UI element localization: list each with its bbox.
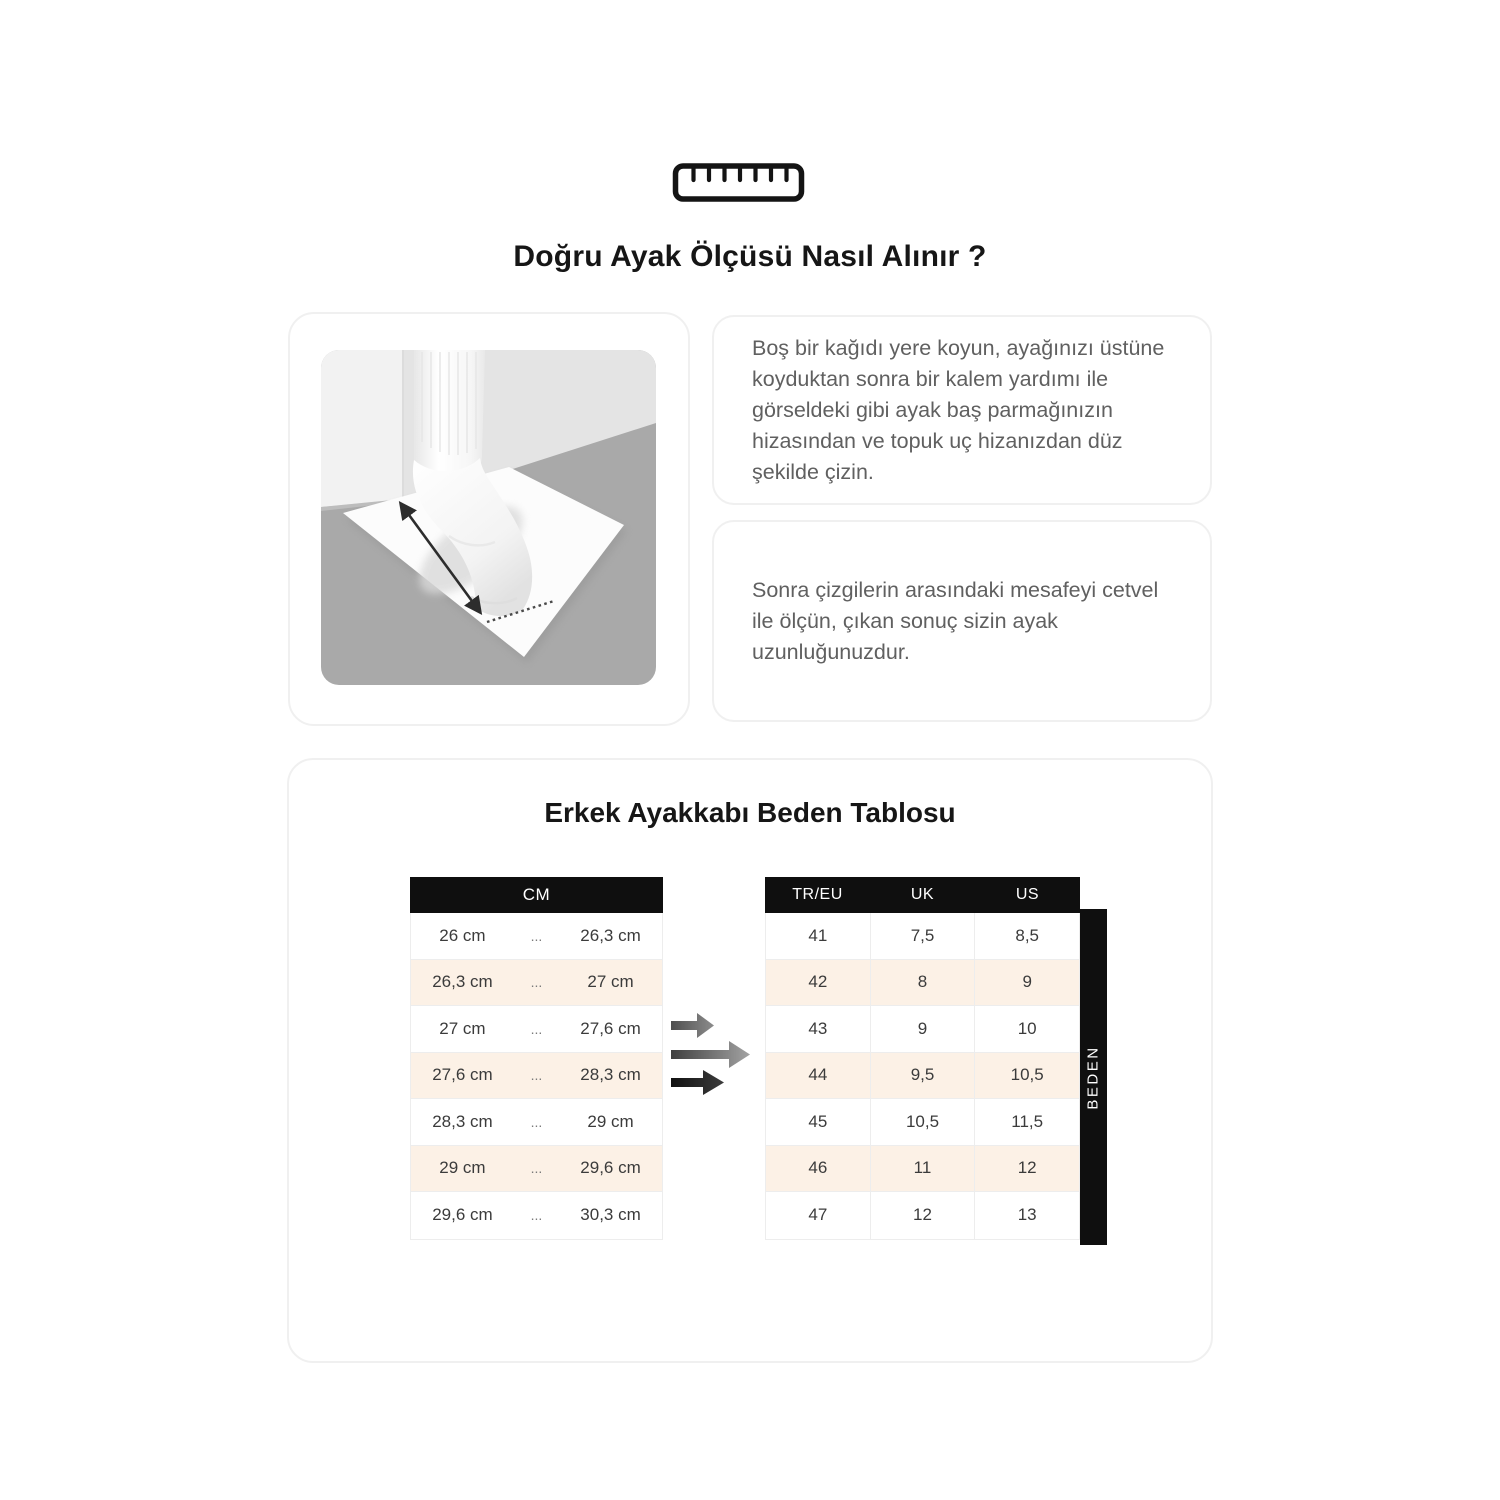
col-header-tr-eu: TR/EU — [792, 886, 843, 903]
size-cell: 7,5 — [870, 913, 975, 959]
size-cell: 8 — [870, 960, 975, 1006]
beden-label-text: BEDEN — [1085, 1044, 1102, 1110]
size-cell: 10 — [974, 1006, 1079, 1052]
cm-max: 27,6 cm — [580, 1018, 641, 1038]
size-table-title: Erkek Ayakkabı Beden Tablosu — [544, 797, 956, 828]
col-header-us: US — [1015, 886, 1040, 903]
instruction-step-1: Boş bir kağıdı yere koyun, ayağınızı üstüne koyduktan sonra bir kalem yardımı ile görseldeki gibi ayak baş parmağınızın hizasından ve topuk uç hizanızdan düz şekilde çizin. — [752, 335, 1165, 484]
cm-min: 29,6 cm — [432, 1205, 493, 1225]
cm-min: 29 cm — [439, 1158, 486, 1178]
range-dots: ... — [530, 927, 543, 944]
instruction-step-2: Sonra çizgilerin arasındaki mesafeyi cetvel ile ölçün, çıkan sonuç sizin ayak uzunluğunuzdur. — [752, 577, 1159, 664]
table-row — [766, 913, 1079, 960]
size-cell: 41 — [808, 925, 828, 945]
size-table-body — [765, 913, 1080, 1240]
cm-table — [410, 877, 663, 1240]
table-row — [766, 1053, 1079, 1100]
size-cell: 9 — [974, 960, 1079, 1006]
size-cell: 43 — [808, 1018, 828, 1038]
range-dots: ... — [530, 1113, 543, 1130]
table-row — [766, 1099, 1079, 1146]
instruction-card-2 — [712, 520, 1212, 722]
cm-max: 26,3 cm — [580, 925, 641, 945]
size-table-card — [287, 758, 1213, 1363]
size-table-header-row — [765, 877, 1080, 913]
cm-min: 26 cm — [439, 925, 486, 945]
table-row — [766, 1146, 1079, 1193]
table-row — [411, 1192, 662, 1239]
size-cell: 44 — [808, 1065, 828, 1085]
range-dots: ... — [530, 974, 543, 991]
page-title: Doğru Ayak Ölçüsü Nasıl Alınır ? — [513, 240, 987, 273]
size-conversion-table — [765, 877, 1080, 1240]
cm-min: 27 cm — [439, 1018, 486, 1038]
cm-min: 26,3 cm — [432, 972, 493, 992]
cm-min: 27,6 cm — [432, 1065, 493, 1085]
table-row — [411, 960, 662, 1007]
size-cell: 42 — [808, 972, 828, 992]
cm-max: 29 cm — [587, 1111, 634, 1131]
measurement-photo-card — [288, 312, 690, 726]
size-cell: 12 — [974, 1146, 1079, 1192]
table-row — [766, 960, 1079, 1007]
size-cell: 9 — [870, 1006, 975, 1052]
size-cell: 46 — [808, 1158, 828, 1178]
cm-max: 28,3 cm — [580, 1065, 641, 1085]
table-row — [766, 1006, 1079, 1053]
cm-max: 30,3 cm — [580, 1205, 641, 1225]
range-dots: ... — [530, 1067, 543, 1084]
table-row — [411, 1146, 662, 1193]
instruction-card-1 — [712, 315, 1212, 505]
size-cell: 10,5 — [974, 1053, 1079, 1099]
beden-side-label — [1080, 909, 1107, 1245]
size-cell: 13 — [974, 1192, 1079, 1239]
size-cell: 9,5 — [870, 1053, 975, 1099]
conversion-arrows-icon — [670, 1012, 766, 1100]
size-cell: 11,5 — [974, 1099, 1079, 1145]
table-row — [411, 1099, 662, 1146]
range-dots: ... — [530, 1207, 543, 1224]
size-cell: 11 — [870, 1146, 975, 1192]
size-cell: 45 — [808, 1111, 828, 1131]
cm-table-header: CM — [410, 877, 663, 913]
size-cell: 8,5 — [974, 913, 1079, 959]
cm-min: 28,3 cm — [432, 1111, 493, 1131]
range-dots: ... — [530, 1020, 543, 1037]
ruler-icon — [672, 162, 805, 203]
size-cell: 47 — [808, 1205, 828, 1225]
col-header-uk: UK — [910, 886, 935, 903]
size-cell: 12 — [870, 1192, 975, 1239]
cm-table-body — [410, 913, 663, 1240]
table-row — [411, 1006, 662, 1053]
cm-max: 29,6 cm — [580, 1158, 641, 1178]
size-cell: 10,5 — [870, 1099, 975, 1145]
table-row — [411, 1053, 662, 1100]
table-row — [411, 913, 662, 960]
foot-measurement-illustration — [321, 350, 656, 685]
range-dots: ... — [530, 1160, 543, 1177]
table-row — [766, 1192, 1079, 1239]
cm-max: 27 cm — [587, 972, 634, 992]
